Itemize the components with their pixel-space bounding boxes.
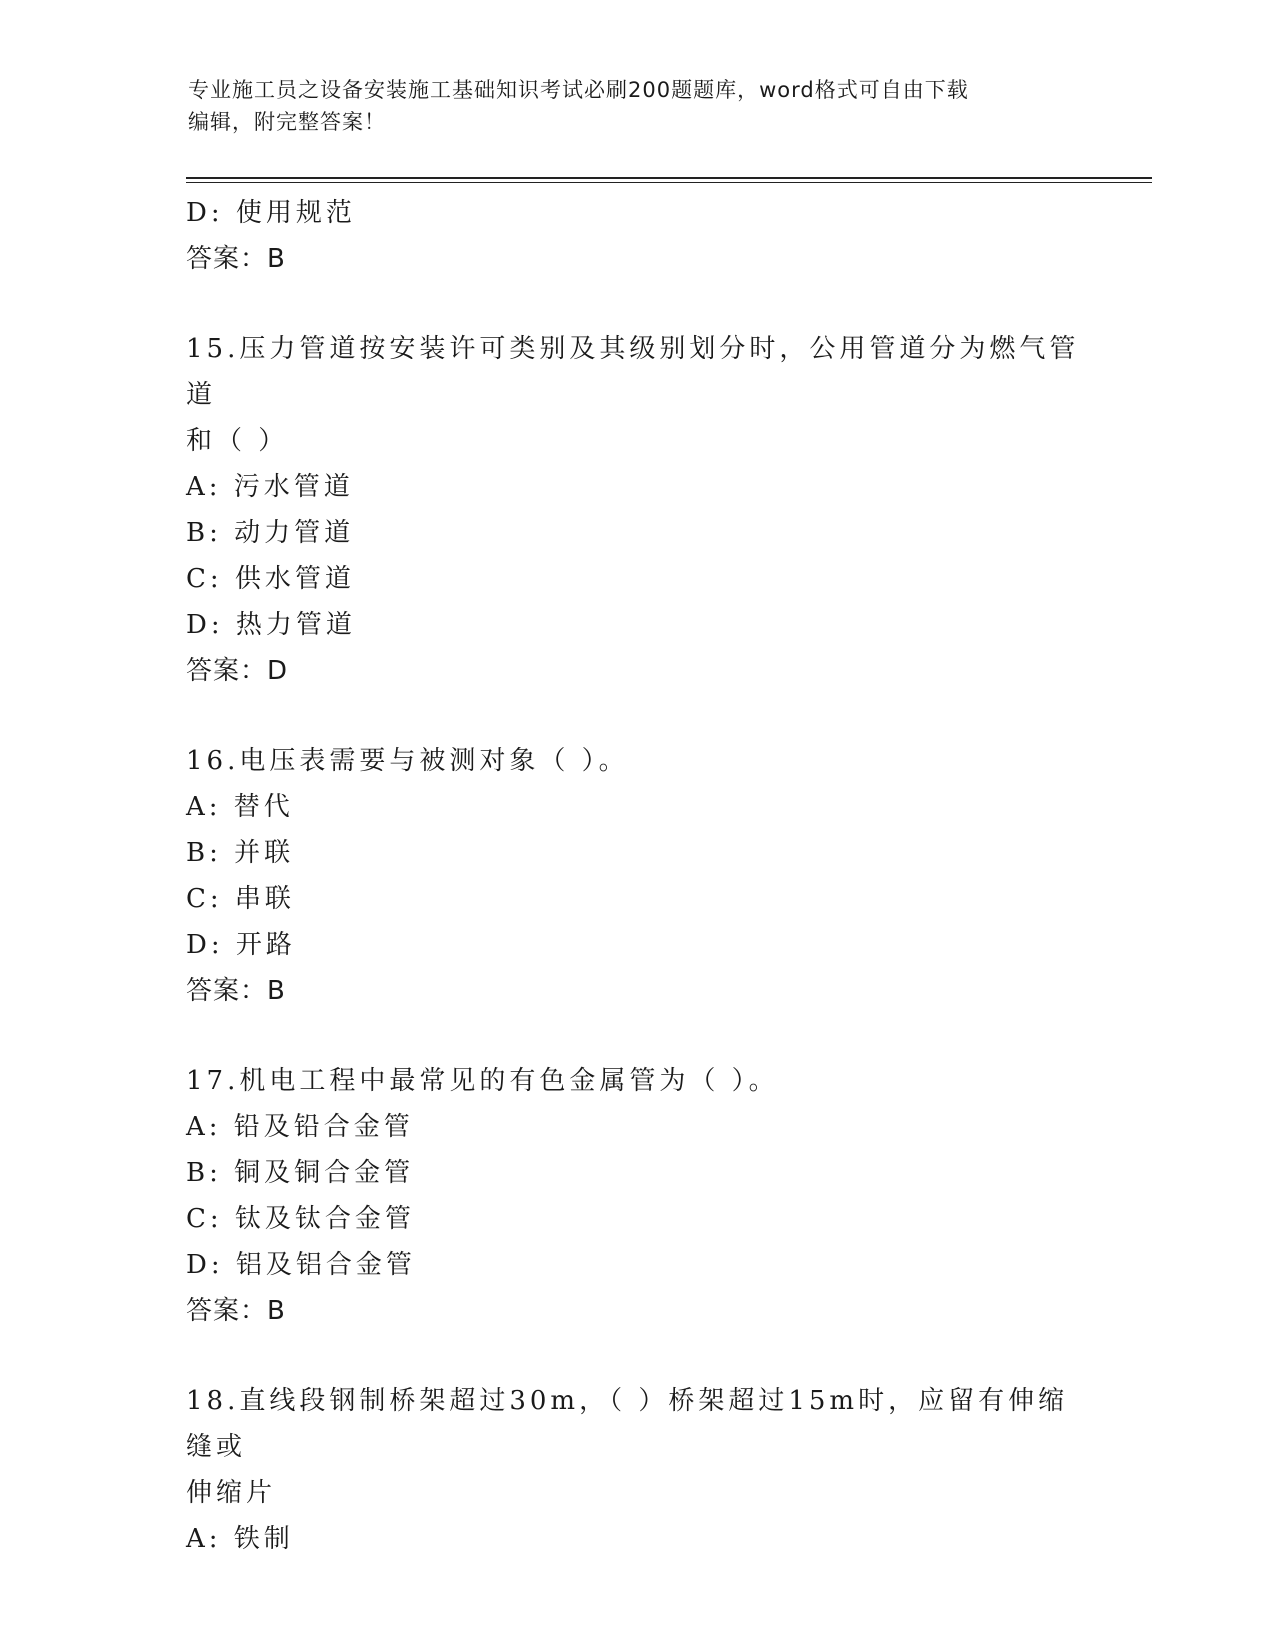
question-15 bbox=[186, 326, 1086, 694]
question-text: 18.直线段钢制桥架超过30m，（ ）桥架超过15m时，应留有伸缩缝或 bbox=[186, 1386, 1069, 1462]
option-b: B: 并联 bbox=[186, 838, 295, 868]
option-c: C: 供水管道 bbox=[186, 564, 355, 594]
header-divider-thick bbox=[186, 177, 1152, 179]
option-d: D: 铝及铝合金管 bbox=[186, 1250, 416, 1280]
option-c: C: 串联 bbox=[186, 884, 295, 914]
option-b: B: 动力管道 bbox=[186, 518, 355, 548]
option-a: A: 污水管道 bbox=[186, 472, 354, 502]
question-text: 17.机电工程中最常见的有色金属管为（ ）。 bbox=[186, 1066, 779, 1096]
page-header bbox=[188, 74, 1088, 138]
header-line-2: 编辑，附完整答案！ bbox=[188, 110, 386, 134]
question-text: 15.压力管道按安装许可类别及其级别划分时，公用管道分为燃气管道 bbox=[186, 334, 1080, 410]
option-c: C: 钛及钛合金管 bbox=[186, 1204, 415, 1234]
question-text: 16.电压表需要与被测对象（ ）。 bbox=[186, 746, 629, 776]
option-a: A: 替代 bbox=[186, 792, 294, 822]
answer: 答案：D bbox=[186, 656, 289, 686]
option-d: D: 热力管道 bbox=[186, 610, 356, 640]
option-a: A: 铅及铅合金管 bbox=[186, 1112, 414, 1142]
question-list bbox=[186, 190, 1086, 1562]
question-16 bbox=[186, 738, 1086, 1014]
spacer bbox=[186, 694, 1086, 738]
question-14-tail bbox=[186, 190, 1086, 282]
header-line-1: 专业施工员之设备安装施工基础知识考试必刷200题题库，word格式可自由下载 bbox=[188, 78, 969, 102]
answer: 答案：B bbox=[186, 976, 286, 1006]
question-text-cont: 伸缩片 bbox=[186, 1478, 277, 1508]
spacer bbox=[186, 282, 1086, 326]
header-divider-thin bbox=[186, 182, 1152, 183]
answer: 答案：B bbox=[186, 244, 286, 274]
spacer bbox=[186, 1334, 1086, 1378]
question-17 bbox=[186, 1058, 1086, 1334]
question-text-cont: 和（ ） bbox=[186, 426, 289, 456]
option-a: A: 铁制 bbox=[186, 1524, 294, 1554]
option-b: B: 铜及铜合金管 bbox=[186, 1158, 415, 1188]
spacer bbox=[186, 1014, 1086, 1058]
option-d: D: 使用规范 bbox=[186, 198, 356, 228]
option-d: D: 开路 bbox=[186, 930, 296, 960]
question-18 bbox=[186, 1378, 1086, 1562]
answer: 答案：B bbox=[186, 1296, 286, 1326]
